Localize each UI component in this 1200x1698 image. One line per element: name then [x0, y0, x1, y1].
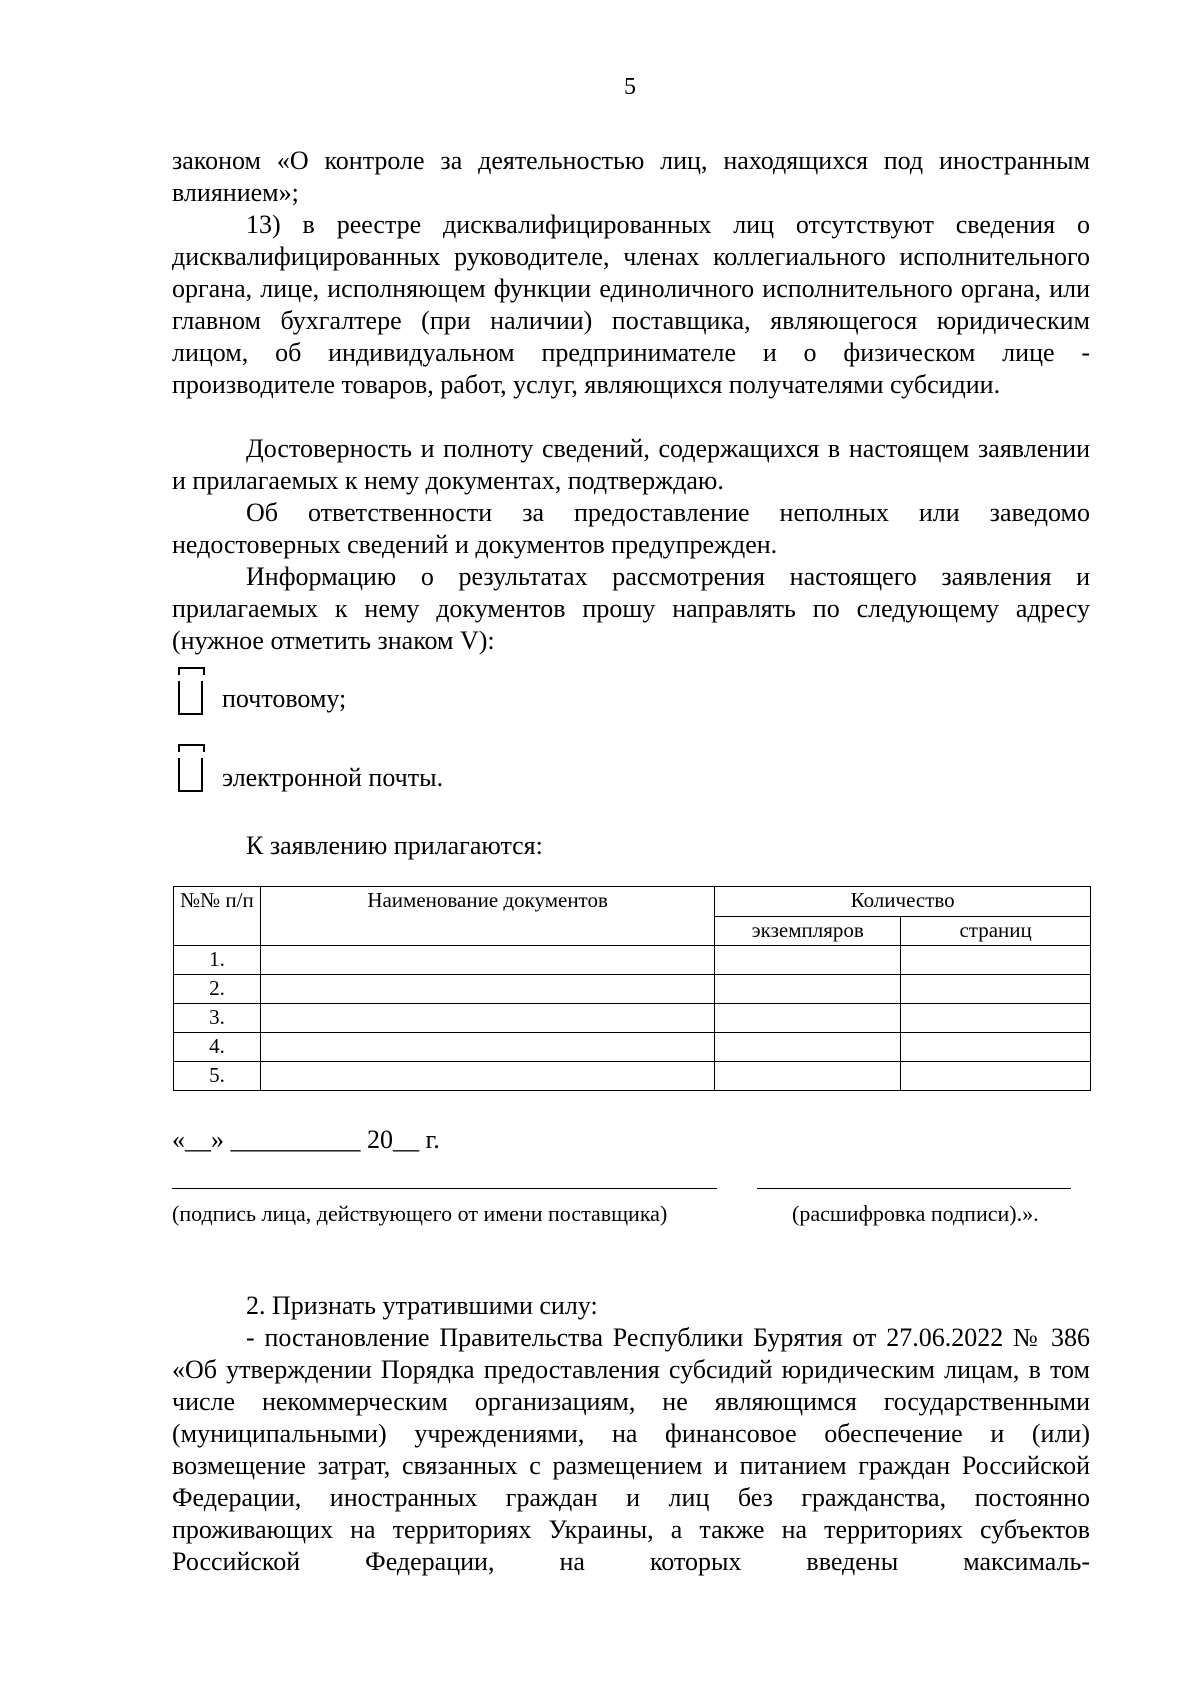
option-postal-label: почтовому;: [222, 684, 347, 713]
checkbox-email-top: [178, 744, 205, 752]
row-pages[interactable]: [901, 1004, 1091, 1033]
info-paragraph: Информацию о результатах рассмотрения настоящего заявления и прилагаемых к нему документов прошу направлять по следующему адресу (нужное отметить знаком V):: [172, 562, 1090, 655]
signature-caption: (подпись лица, действующего от имени поставщика): [172, 1201, 668, 1226]
table-row: [174, 1004, 1091, 1033]
row-name[interactable]: [260, 946, 714, 975]
row-copies[interactable]: [715, 975, 901, 1004]
decode-caption: (расшифровка подписи).».: [792, 1201, 1039, 1226]
row-number: 3.: [174, 1004, 261, 1033]
page-number: 5: [624, 74, 636, 100]
checkbox-postal-top: [178, 667, 205, 675]
item-13-paragraph: 13) в реестре дисквалифицированных лиц отсутствуют сведения о дисквалифицированных руководителе, членах коллегиального исполнительного органа, лице, исполняющем функции единоличного исполнительного органа, или главном бухгалтере (при наличии) поставщика, являющегося юридическим лицом, об индивидуальном предпринимателе и о физическом лице - производителе товаров, работ, услуг, являющихся получателями субсидии.: [172, 210, 1090, 399]
decode-rule: [757, 1188, 1071, 1189]
option-email-label: электронной почты.: [222, 763, 444, 792]
attachments-table: [173, 886, 1091, 1091]
row-number: 5.: [174, 1062, 261, 1091]
checkbox-postal[interactable]: [178, 681, 203, 715]
row-name[interactable]: [260, 975, 714, 1004]
header-quantity: Количество: [715, 887, 1091, 917]
warned-paragraph: Об ответственности за предоставление неполных или заведомо недостоверных сведений и документов предупрежден.: [172, 498, 1090, 559]
header-pages: страниц: [901, 916, 1091, 946]
row-pages[interactable]: [901, 1062, 1091, 1091]
header-name: Наименование документов: [260, 887, 714, 946]
date-line: «__» __________ 20__ г.: [172, 1125, 440, 1154]
checkbox-email[interactable]: [178, 758, 203, 792]
table-row: [174, 1033, 1091, 1062]
row-copies[interactable]: [715, 1033, 901, 1062]
row-pages[interactable]: [901, 946, 1091, 975]
row-name[interactable]: [260, 1004, 714, 1033]
row-copies[interactable]: [715, 1004, 901, 1033]
table-row: [174, 1062, 1091, 1091]
header-copies: экземпляров: [715, 916, 901, 946]
intro-paragraph: законом «О контроле за деятельностью лиц, находящихся под иностранным влиянием»;: [172, 146, 1090, 207]
row-pages[interactable]: [901, 975, 1091, 1004]
attachments-heading: К заявлению прилагаются:: [246, 831, 543, 860]
table-header-row: [174, 887, 1091, 917]
header-number: №№ п/п: [174, 887, 261, 946]
row-number: 4.: [174, 1033, 261, 1062]
row-name[interactable]: [260, 1033, 714, 1062]
table-row: [174, 946, 1091, 975]
signature-rule: [172, 1188, 717, 1189]
row-copies[interactable]: [715, 1062, 901, 1091]
table-row: [174, 975, 1091, 1004]
row-number: 2.: [174, 975, 261, 1004]
row-name[interactable]: [260, 1062, 714, 1091]
section-2-heading: 2. Признать утратившими силу:: [246, 1291, 598, 1320]
row-pages[interactable]: [901, 1033, 1091, 1062]
row-copies[interactable]: [715, 946, 901, 975]
section-2-item: - постановление Правительства Республики Бурятия от 27.06.2022 № 386 «Об утверждении Порядка предоставления субсидий юридическим лицам, в том числе некоммерческим организациям, не являющимся государственными (муниципальными) учреждениями, на финансовое обеспечение и (или) возмещение затрат, связанных с размещением и питанием граждан Российской Федерации, иностранных граждан и лиц без гражданства, постоянно проживающих на территориях Украины, а также на территориях субъектов Российской Федерации, на которых введены максималь-: [172, 1323, 1090, 1576]
row-number: 1.: [174, 946, 261, 975]
confirm-paragraph: Достоверность и полноту сведений, содержащихся в настоящем заявлении и прилагаемых к нему документах, подтверждаю.: [172, 434, 1090, 495]
